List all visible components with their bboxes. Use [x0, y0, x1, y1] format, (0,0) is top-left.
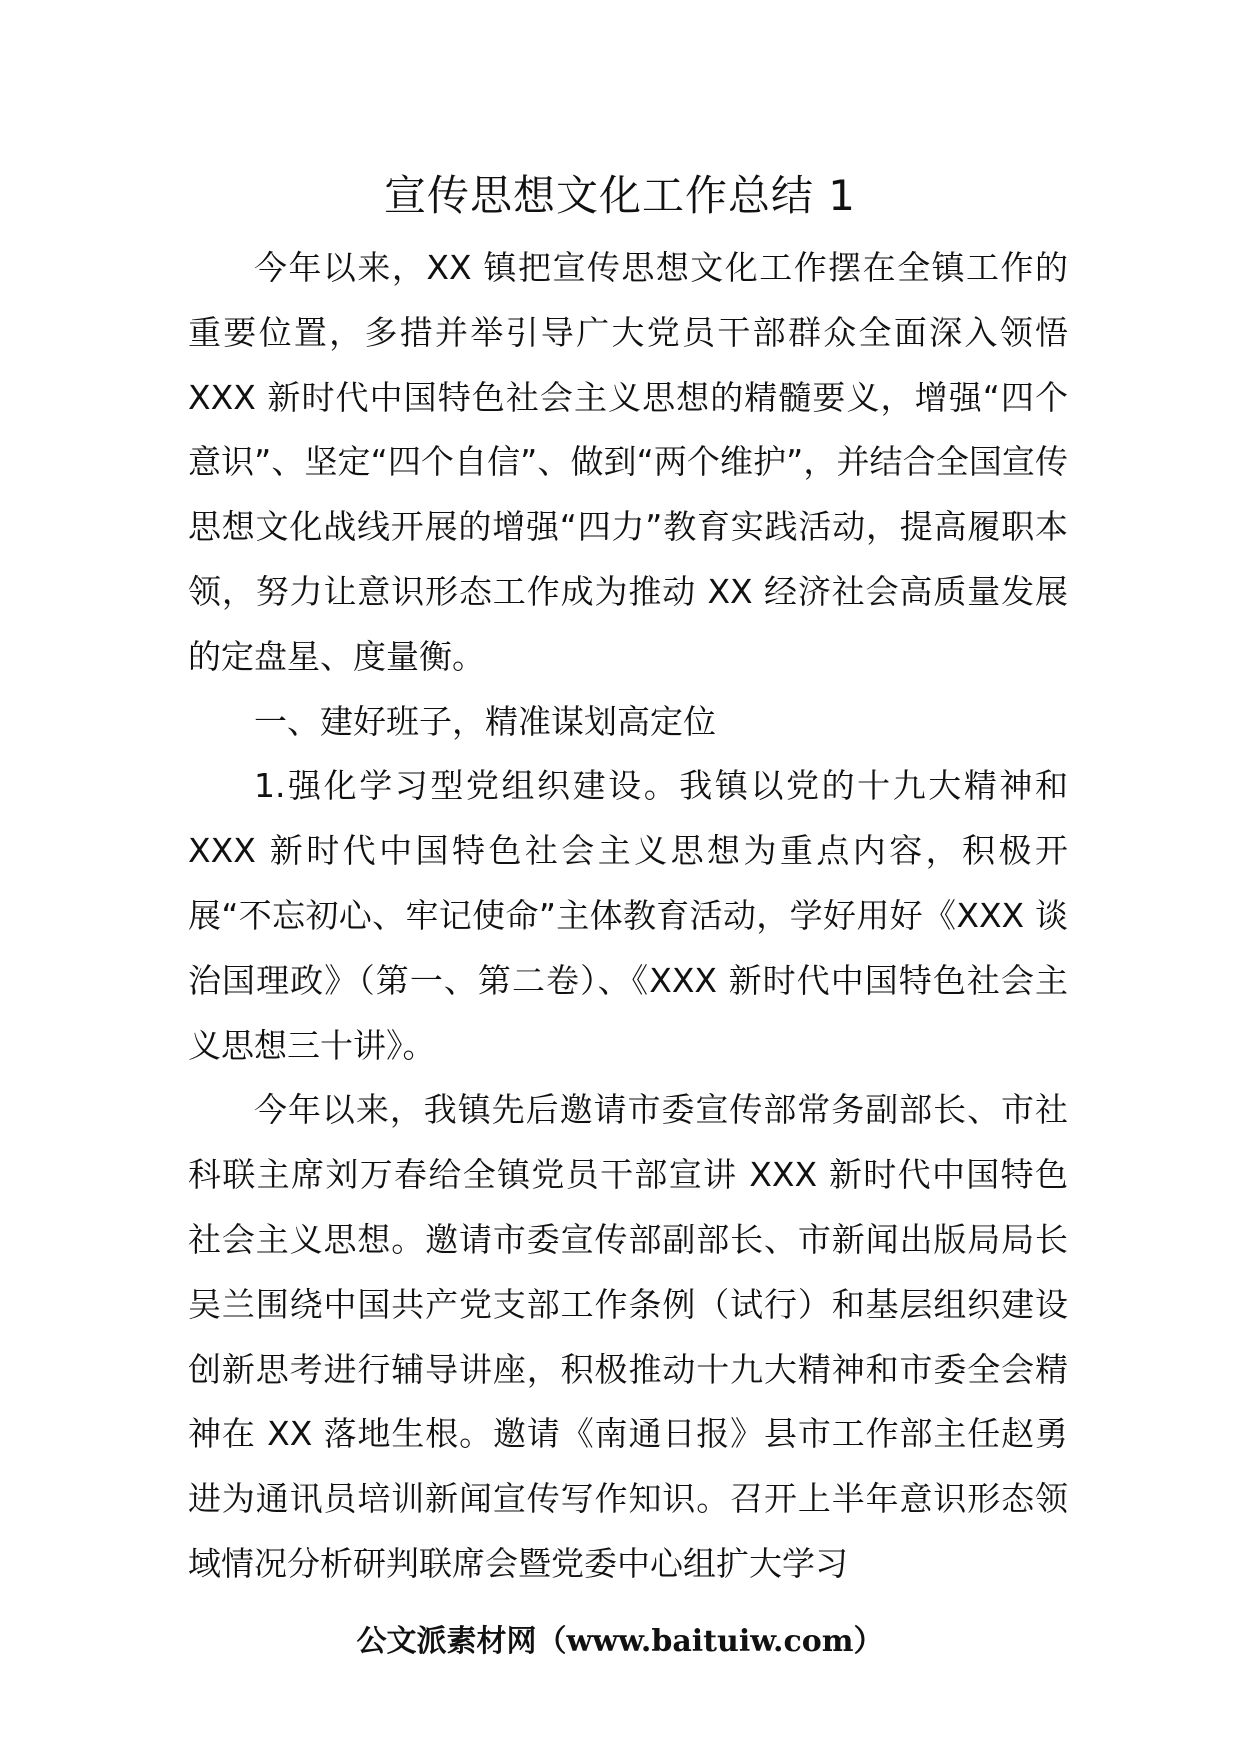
body-paragraph: 1.强化学习型党组织建设。我镇以党的十九大精神和 XXX 新时代中国特色社会主义思想为重点内容，积极开展“不忘初心、牢记使命”主体教育活动，学好用好《XXX 谈治国理政》（第一、第二卷）、《XXX 新时代中国特色社会主义思想三十讲》。: [188, 766, 1068, 1065]
section-heading: 一、建好班子，精准谋划高定位: [254, 701, 716, 741]
document-title: 宣传思想文化工作总结 1: [383, 171, 857, 220]
footer-watermark: 公文派素材网（www.baituiw.com）: [356, 1624, 884, 1659]
document-body: [188, 236, 1068, 1597]
body-paragraph: 今年以来，我镇先后邀请市委宣传部常务副部长、市社科联主席刘万春给全镇党员干部宣讲 XXX 新时代中国特色社会主义思想。邀请市委宣传部副部长、市新闻出版局局长吴兰围绕中国共产党支部工作条例（试行）和基层组织建设创新思考进行辅导讲座，积极推动十九大精神和市委全会精神在 XX 落地生根。邀请《南通日报》县市工作部主任赵勇进为通讯员培训新闻宣传写作知识。召开上半年意识形态领域情况分析研判联席会暨党委中心组扩大学习: [188, 1090, 1068, 1583]
intro-paragraph: 今年以来，XX 镇把宣传思想文化工作摆在全镇工作的重要位置，多措并举引导广大党员干部群众全面深入领悟 XXX 新时代中国特色社会主义思想的精髓要义，增强“四个意识”、坚定“四个自信”、做到“两个维护”，并结合全国宣传思想文化战线开展的增强“四力”教育实践活动，提高履职本领，努力让意识形态工作成为推动 XX 经济社会高质量发展的定盘星、度量衡。: [188, 248, 1068, 676]
